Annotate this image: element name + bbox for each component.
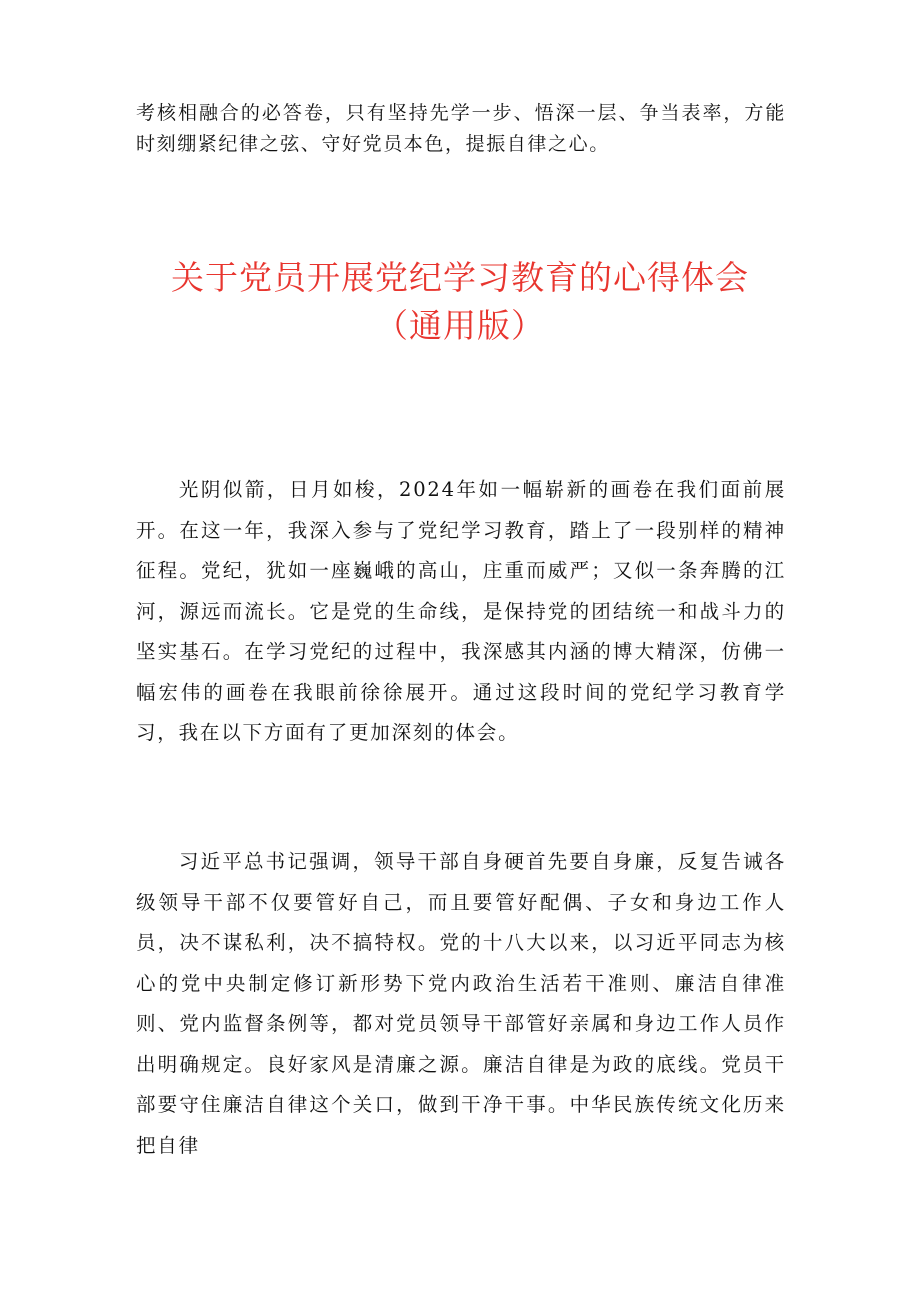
document-title xyxy=(0,254,920,350)
body-paragraph-2: 习近平总书记强调，领导干部自身硬首先要自身廉，反复告诫各级领导干部不仅要管好自己，而且要管好配偶、子女和身边工作人员，决不谋私利，决不搞特权。党的十八大以来，以习近平同志为核心的党中央制定修订新形势下党内政治生活若干准则、廉洁自律准则、党内监督条例等，都对党员领导干部管好亲属和身边工作人员作出明确规定。良好家风是清廉之源。廉洁自律是为政的底线。党员干部要守住廉洁自律这个关口，做到干净干事。中华民族传统文化历来把自律 xyxy=(136,850,786,1157)
title-line-main: 关于党员开展党纪学习教育的心得体会 xyxy=(171,258,749,297)
body-paragraph-1: 光阴似箭，日月如梭，2024年如一幅崭新的画卷在我们面前展开。在这一年，我深入参与了党纪学习教育，踏上了一段别样的精神征程。党纪，犹如一座巍峨的高山，庄重而威严；又似一条奔腾的江河，源远而流长。它是党的生命线，是保持党的团结统一和战斗力的坚实基石。在学习党纪的过程中，我深感其内涵的博大精深，仿佛一幅宏伟的画卷在我眼前徐徐展开。通过这段时间的党纪学习教育学习，我在以下方面有了更加深刻的体会。 xyxy=(136,478,786,744)
title-line-sub: （通用版） xyxy=(375,306,545,345)
lead-paragraph: 考核相融合的必答卷，只有坚持先学一步、悟深一层、争当表率，方能时刻绷紧纪律之弦、守好党员本色，提振自律之心。 xyxy=(136,102,786,155)
